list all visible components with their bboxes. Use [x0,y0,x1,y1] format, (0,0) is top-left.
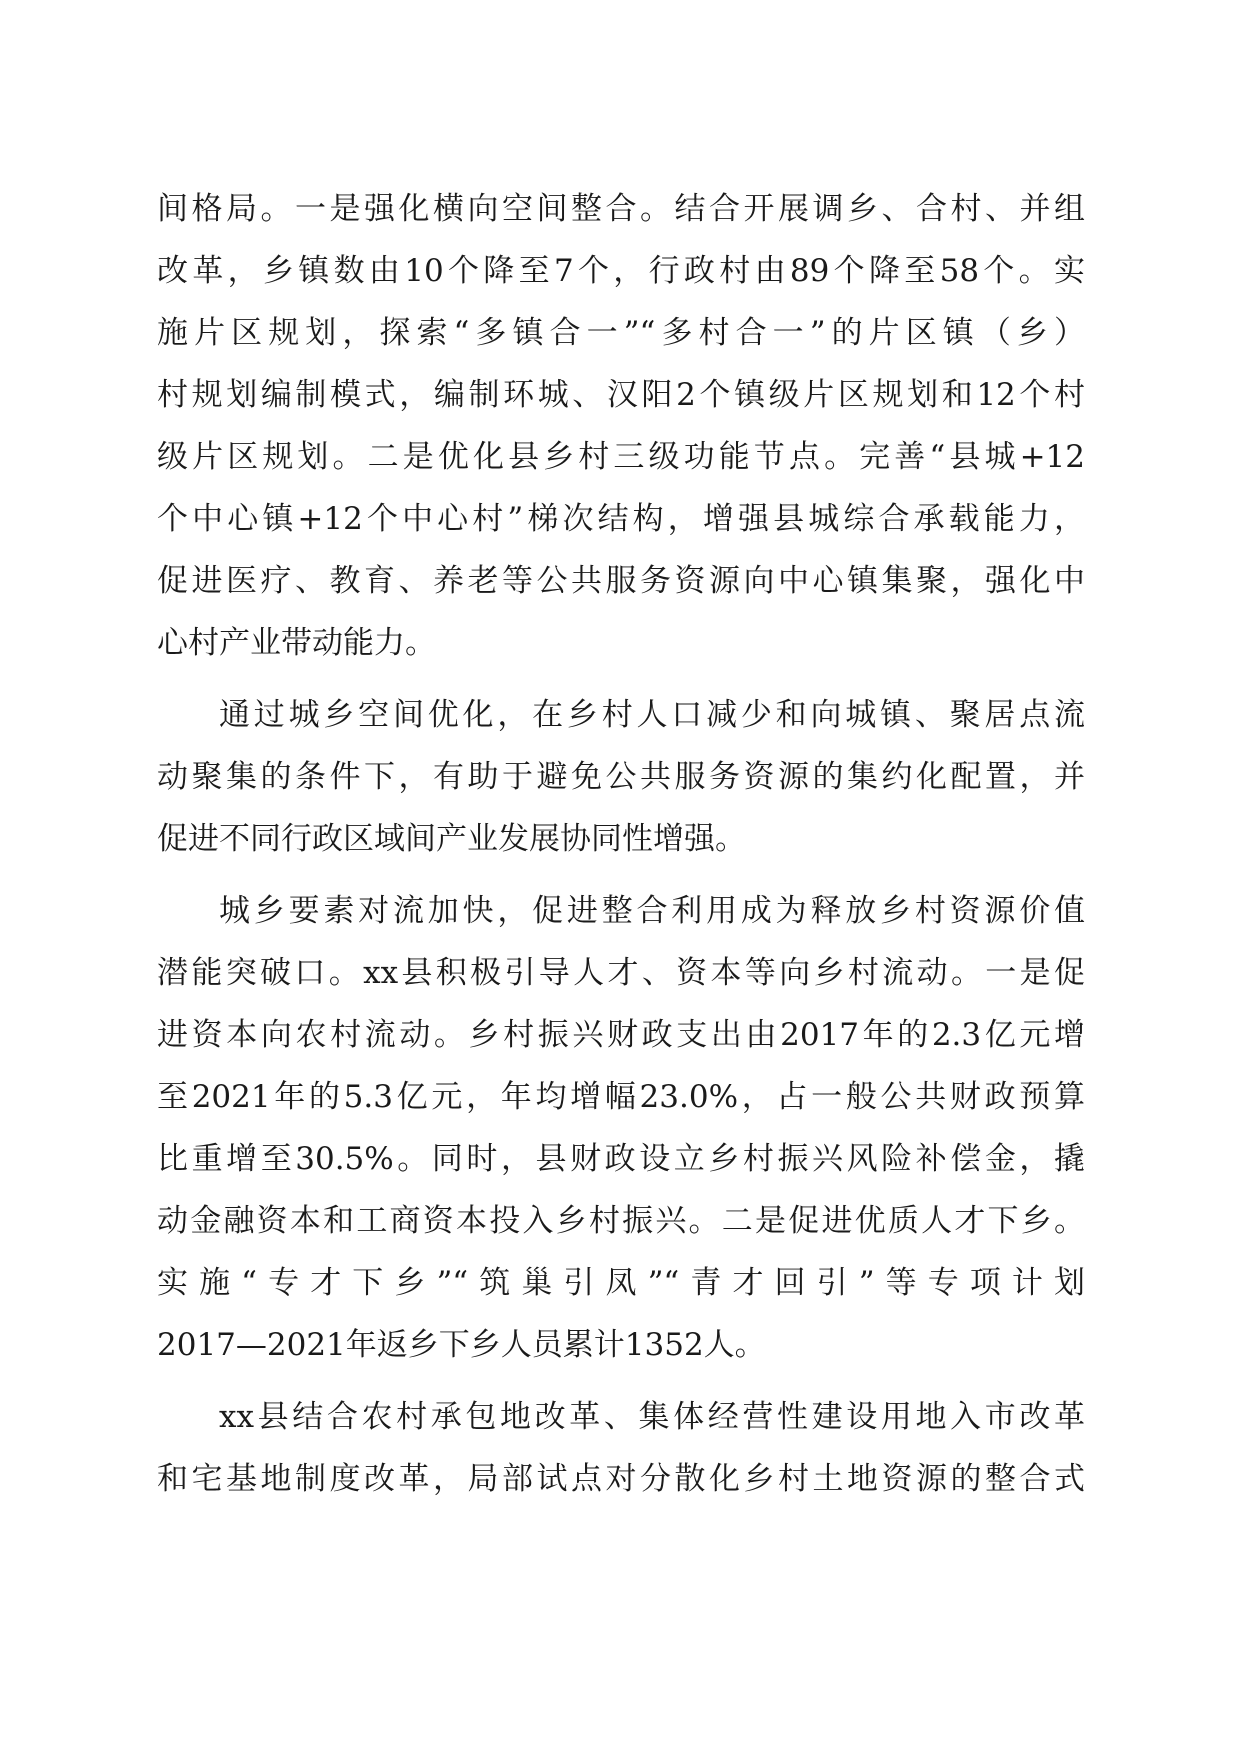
text-line: 动聚集的条件下，有助于避免公共服务资源的集约化配置，并 [157,759,1085,795]
text-line: 间格局。一是强化横向空间整合。结合开展调乡、合村、并组 [157,191,1085,227]
text-line: 潜能突破口。xx县积极引导人才、资本等向乡村流动。一是促 [157,955,1085,991]
text-line: 2017—2021年返乡下乡人员累计1352人。 [157,1327,766,1363]
text-line: 改革，乡镇数由10个降至7个，行政村由89个降至58个。实 [157,253,1085,289]
paragraph-1 [157,178,1085,674]
text-line: 动金融资本和工商资本投入乡村振兴。二是促进优质人才下乡。 [157,1203,1085,1239]
text-line: 促进不同行政区域间产业发展协同性增强。 [157,821,746,857]
text-line: 和宅基地制度改革，局部试点对分散化乡村土地资源的整合式 [157,1461,1085,1497]
paragraph-4 [157,1386,1085,1510]
paragraph-spacing [157,1376,1085,1386]
text-line: 至2021年的5.3亿元，年均增幅23.0%，占一般公共财政预算 [157,1079,1085,1115]
text-line: 比重增至30.5%。同时，县财政设立乡村振兴风险补偿金，撬 [157,1141,1085,1177]
paragraph-2 [157,684,1085,870]
text-line: 城乡要素对流加快，促进整合利用成为释放乡村资源价值 [219,893,1085,929]
paragraph-spacing [157,870,1085,880]
paragraph-3 [157,880,1085,1376]
text-line: 实施“专才下乡”“筑巢引凤”“青才回引”等专项计划 [157,1265,1085,1301]
text-line: 通过城乡空间优化，在乡村人口减少和向城镇、聚居点流 [219,697,1085,733]
paragraph-spacing [157,674,1085,684]
text-line: 施片区规划，探索“多镇合一”“多村合一”的片区镇（乡） [157,315,1085,351]
text-line: 个中心镇+12个中心村”梯次结构，增强县城综合承载能力， [157,501,1085,537]
text-line: 级片区规划。二是优化县乡村三级功能节点。完善“县城+12 [157,439,1085,475]
text-line: 心村产业带动能力。 [157,625,436,661]
document-body [157,178,1085,1510]
text-line: 促进医疗、教育、养老等公共服务资源向中心镇集聚，强化中 [157,563,1085,599]
text-line: 村规划编制模式，编制环城、汉阳2个镇级片区规划和12个村 [157,377,1085,413]
text-line: 进资本向农村流动。乡村振兴财政支出由2017年的2.3亿元增 [157,1017,1085,1053]
text-line: xx县结合农村承包地改革、集体经营性建设用地入市改革 [219,1399,1085,1435]
